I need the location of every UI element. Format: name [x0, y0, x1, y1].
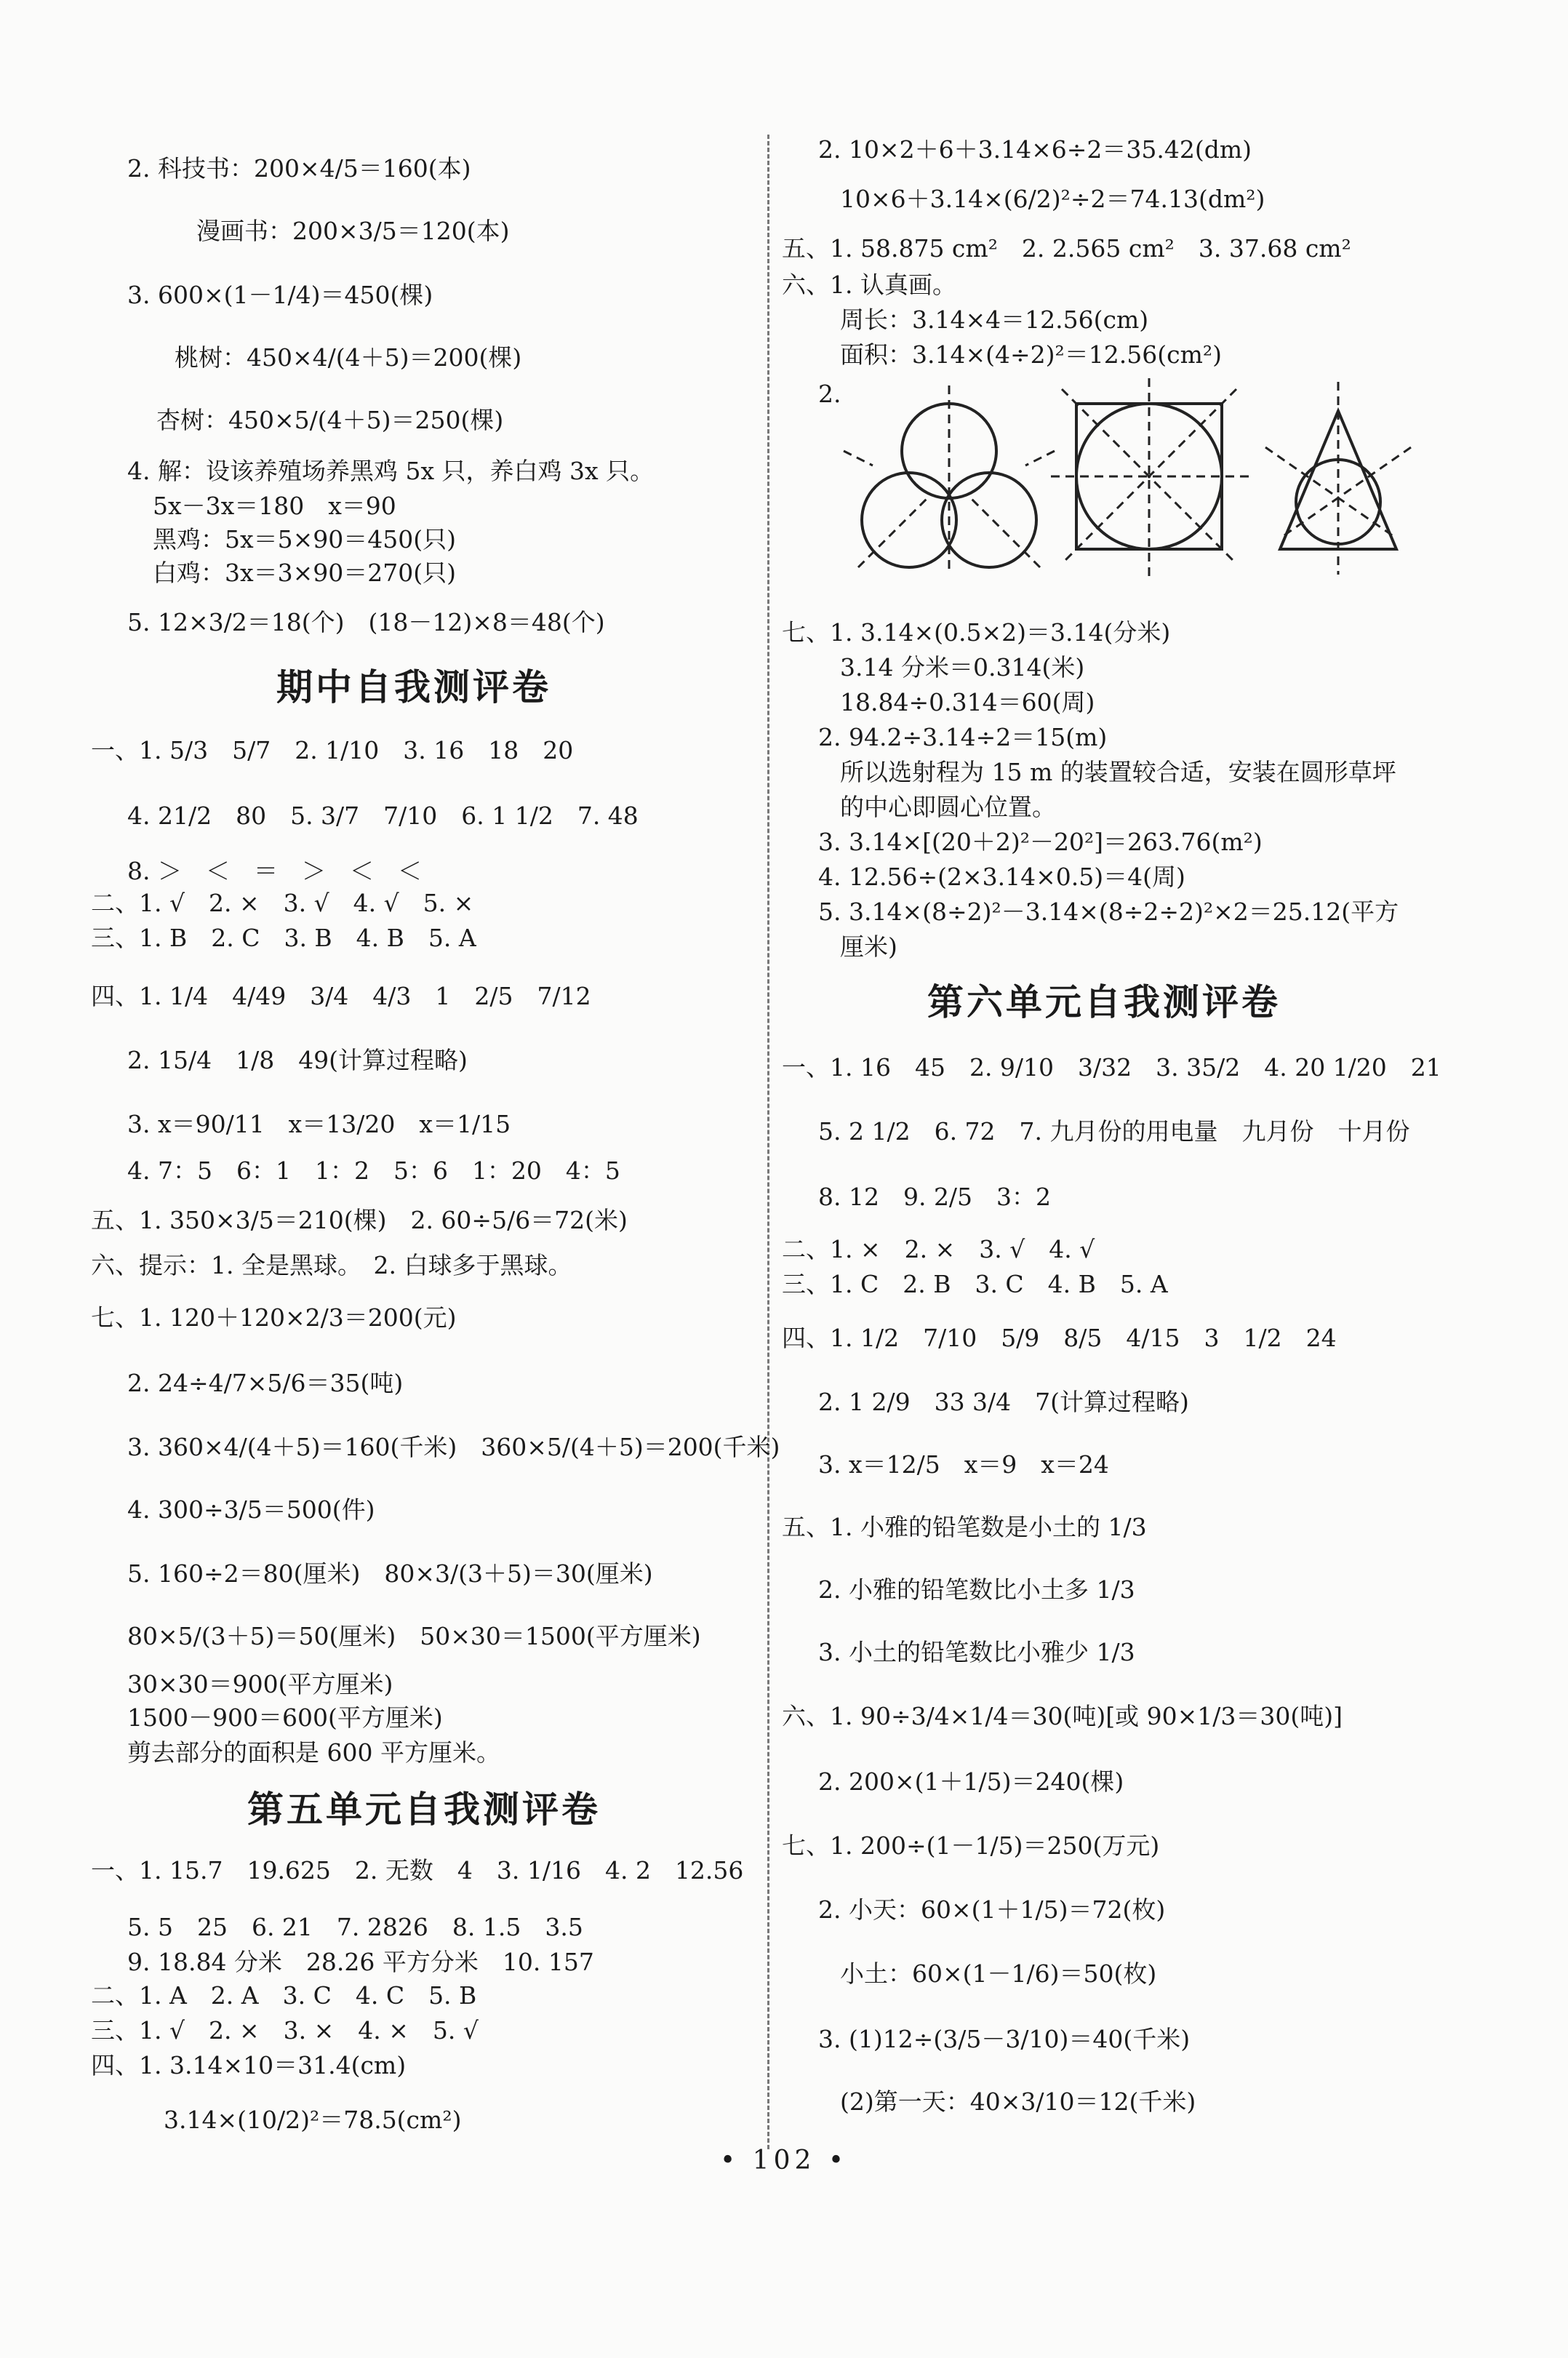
page-number: • 102 •	[720, 2146, 849, 2175]
answer-line: 5. 12×3/2＝18(个) (18－12)×8＝48(个)	[127, 608, 605, 636]
answer-line: 周长：3.14×4＝12.56(cm)	[840, 305, 1149, 334]
answer-line: 2. 15/4 1/8 49(计算过程略)	[127, 1046, 468, 1074]
answer-line: 3. x＝90/11 x＝13/20 x＝1/15	[127, 1110, 511, 1138]
answer-line: 80×5/(3＋5)＝50(厘米) 50×30＝1500(平方厘米)	[127, 1622, 701, 1650]
answer-line: 四、1. 3.14×10＝31.4(cm)	[91, 2051, 407, 2079]
answer-line: 2. 小雅的铅笔数比小土多 1/3	[818, 1575, 1135, 1604]
answer-line: 的中心即圆心位置。	[840, 793, 1056, 821]
answer-line: 30×30＝900(平方厘米)	[127, 1670, 393, 1698]
answer-line: 9. 18.84 分米 28.26 平方分米 10. 157	[127, 1948, 594, 1976]
answer-line: 18.84÷0.314＝60(周)	[840, 688, 1095, 716]
answer-line: 3.14×(10/2)²＝78.5(cm²)	[164, 2106, 462, 2134]
answer-line: 一、1. 5/3 5/7 2. 1/10 3. 16 18 20	[91, 736, 574, 764]
answer-line: 2.	[818, 380, 841, 408]
answer-line: 六、1. 认真画。	[782, 271, 956, 299]
answer-line: 2. 10×2＋6＋3.14×6÷2＝35.42(dm)	[818, 135, 1252, 164]
answer-line: 剪去部分的面积是 600 平方厘米。	[127, 1738, 500, 1767]
answer-line: 4. 300÷3/5＝500(件)	[127, 1495, 375, 1524]
answer-line: 3. 600×(1－1/4)＝450(棵)	[127, 281, 433, 309]
answer-line: 5x－3x＝180 x＝90	[153, 492, 396, 520]
answer-line: (2)第一天：40×3/10＝12(千米)	[840, 2087, 1196, 2116]
answer-line: 七、1. 3.14×(0.5×2)＝3.14(分米)	[782, 618, 1171, 647]
section-title: 第六单元自我测评卷	[927, 981, 1281, 1023]
answer-line: 3. x＝12/5 x＝9 x＝24	[818, 1450, 1109, 1479]
answer-line: 5. 3.14×(8÷2)²－3.14×(8÷2÷2)²×2＝25.12(平方	[818, 898, 1399, 926]
circle-in-square-figure	[1051, 378, 1251, 578]
answer-line: 一、1. 15.7 19.625 2. 无数 4 3. 1/16 4. 2 12.56	[91, 1856, 744, 1885]
answer-line: 小土：60×(1－1/6)＝50(枚)	[840, 1959, 1157, 1988]
answer-line: 3. 360×4/(4＋5)＝160(千米) 360×5/(4＋5)＝200(千米)	[127, 1433, 780, 1461]
answer-line: 2. 小天：60×(1＋1/5)＝72(枚)	[818, 1895, 1166, 1924]
circle-in-triangle-figure	[1265, 382, 1411, 575]
answer-line: 七、1. 120＋120×2/3＝200(元)	[91, 1303, 457, 1332]
answer-line: 面积：3.14×(4÷2)²＝12.56(cm²)	[840, 340, 1222, 369]
answer-line: 三、1. B 2. C 3. B 4. B 5. A	[91, 924, 476, 952]
answer-line: 4. 12.56÷(2×3.14×0.5)＝4(周)	[818, 863, 1185, 891]
answer-line: 8. 12 9. 2/5 3：2	[818, 1183, 1052, 1211]
column-divider	[767, 135, 769, 2149]
three-circles-figure	[844, 385, 1055, 575]
answer-line: 厘米)	[840, 932, 897, 961]
answer-line: 五、1. 小雅的铅笔数是小土的 1/3	[782, 1513, 1147, 1541]
answer-line: 4. 21/2 80 5. 3/7 7/10 6. 1 1/2 7. 48	[127, 802, 639, 830]
answer-line: 2. 科技书：200×4/5＝160(本)	[127, 154, 471, 183]
answer-line: 4. 7：5 6：1 1：2 5：6 1：20 4：5	[127, 1156, 620, 1185]
answer-line: 五、1. 58.875 cm² 2. 2.565 cm² 3. 37.68 cm²	[782, 234, 1351, 263]
answer-line: 3. 3.14×[(20＋2)²－20²]＝263.76(m²)	[818, 828, 1263, 856]
answer-line: 3.14 分米＝0.314(米)	[840, 653, 1085, 682]
answer-line: 杏树：450×5/(4＋5)＝250(棵)	[156, 406, 504, 434]
answer-line: 10×6＋3.14×(6/2)²÷2＝74.13(dm²)	[840, 185, 1265, 213]
answer-line: 2. 24÷4/7×5/6＝35(吨)	[127, 1369, 404, 1397]
answer-line: 漫画书：200×3/5＝120(本)	[196, 217, 510, 245]
answer-line: 二、1. √ 2. × 3. √ 4. √ 5. ×	[91, 889, 474, 917]
answer-line: 3. 小土的铅笔数比小雅少 1/3	[818, 1638, 1135, 1666]
answer-line: 二、1. × 2. × 3. √ 4. √	[782, 1235, 1095, 1263]
answer-line: 四、1. 1/4 4/49 3/4 4/3 1 2/5 7/12	[91, 982, 591, 1010]
answer-line: 三、1. C 2. B 3. C 4. B 5. A	[782, 1270, 1168, 1298]
answer-line: 5. 160÷2＝80(厘米) 80×3/(3＋5)＝30(厘米)	[127, 1559, 653, 1588]
answer-line: 所以选射程为 15 m 的装置较合适，安装在圆形草坪	[840, 758, 1396, 786]
answer-line: 2. 94.2÷3.14÷2＝15(m)	[818, 723, 1108, 751]
answer-line: 五、1. 350×3/5＝210(棵) 2. 60÷5/6＝72(米)	[91, 1206, 628, 1234]
answer-line: 5. 5 25 6. 21 7. 2826 8. 1.5 3.5	[127, 1913, 583, 1941]
answer-line: 4. 解：设该养殖场养黑鸡 5x 只，养白鸡 3x 只。	[127, 457, 655, 485]
answer-line: 六、提示：1. 全是黑球。 2. 白球多于黑球。	[91, 1251, 572, 1279]
answer-line: 二、1. A 2. A 3. C 4. C 5. B	[91, 1981, 477, 2010]
answer-line: 5. 2 1/2 6. 72 7. 九月份的用电量 九月份 十月份	[818, 1117, 1410, 1146]
answer-line: 桃树：450×4/(4＋5)＝200(棵)	[175, 343, 522, 372]
answer-line: 1500－900＝600(平方厘米)	[127, 1703, 443, 1732]
section-title: 期中自我测评卷	[276, 666, 551, 708]
answer-line: 白鸡：3x＝3×90＝270(只)	[153, 559, 456, 587]
answer-line: 2. 1 2/9 33 3/4 7(计算过程略)	[818, 1388, 1189, 1416]
answer-line: 2. 200×(1＋1/5)＝240(棵)	[818, 1767, 1124, 1796]
answer-line: 六、1. 90÷3/4×1/4＝30(吨)[或 90×1/3＝30(吨)]	[782, 1702, 1343, 1730]
symmetry-figures	[836, 378, 1433, 582]
answer-line: 三、1. √ 2. × 3. × 4. × 5. √	[91, 2016, 479, 2045]
answer-line: 8. ＞ ＜ ＝ ＞ ＜ ＜	[127, 857, 422, 885]
answer-line: 黑鸡：5x＝5×90＝450(只)	[153, 525, 456, 553]
answer-line: 一、1. 16 45 2. 9/10 3/32 3. 35/2 4. 20 1/20 21	[782, 1053, 1441, 1082]
answer-line: 七、1. 200÷(1－1/5)＝250(万元)	[782, 1831, 1160, 1860]
section-title: 第五单元自我测评卷	[247, 1789, 601, 1831]
answer-line: 3. (1)12÷(3/5－3/10)＝40(千米)	[818, 2025, 1191, 2053]
answer-line: 四、1. 1/2 7/10 5/9 8/5 4/15 3 1/2 24	[782, 1324, 1337, 1352]
